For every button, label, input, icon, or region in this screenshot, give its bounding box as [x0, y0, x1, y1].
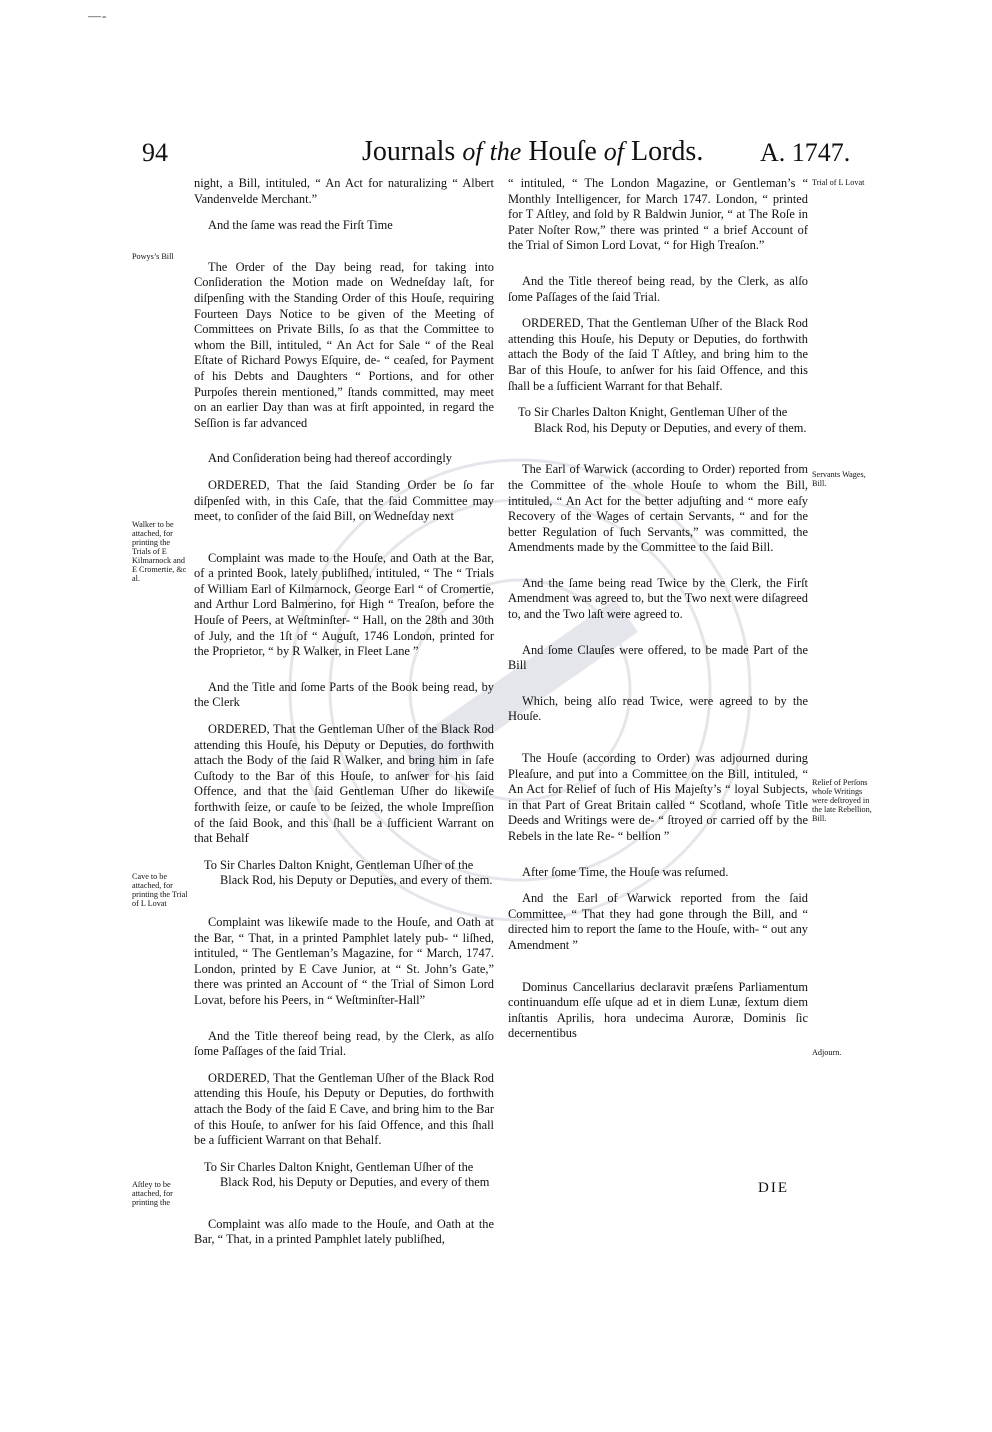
paragraph: ORDERED, That the ſaid Standing Order be ſo far diſpenſed with, in this Caſe, that the ſaid Committee may meet, to conſider of the ſaid Bill, on Wedneſday next: [194, 477, 494, 524]
running-head-of-2: of: [603, 137, 624, 166]
margin-note: Relief of Perſons whoſe Writings were deſtroyed in the late Rebellion, Bill.: [812, 778, 872, 823]
paragraph: And the ſame was read the Firſt Time: [208, 218, 393, 233]
left-column: [194, 176, 494, 1259]
address-paragraph: To Sir Charles Dalton Knight, Gentleman Uſher of the Black Rod, his Deputy or Deputies, and every of them.: [204, 857, 493, 888]
margin-note: Servants Wages, Bill.: [812, 470, 866, 488]
running-head-the: the: [489, 137, 522, 166]
paragraph: And the Title thereof being read, by the Clerk, as alſo ſome Paſſages of the ſaid Trial.: [508, 273, 808, 304]
margin-note: Aſtley to be attached, for printing the: [132, 1180, 173, 1207]
catchword: DIE: [758, 1180, 789, 1196]
running-head-journals: Journals: [362, 136, 456, 167]
scan-mark: —-: [88, 8, 108, 23]
running-head-house: Houſe: [528, 136, 597, 167]
running-head-lords: Lords.: [631, 136, 704, 167]
paragraph: The Order of the Day being read, for taking into Conſideration the Motion made on Wedneſday laſt, for diſpenſing with the Standing Order of this Houſe, requiring Fourteen Days Notice to be given of the Meeting of Committees on Private Bills, ſo as that the Committee to whom the Bill, intituled, “ An Act for Sale “ of the Real Eſtate of Richard Powys Eſquire, de- “ ceaſed, for Payment of his Debts and Daughters “ Portions, and for other Purpoſes therein mentioned,” ſtands committed, may meet on an earlier Day than was at firſt appointed, in regard the Seſſion is far advanced: [194, 259, 494, 430]
address-paragraph: To Sir Charles Dalton Knight, Gentleman Uſher of the Black Rod, his Deputy or Deputies, and every of them.: [518, 405, 807, 435]
paragraph: After ſome Time, the Houſe was reſumed.: [522, 864, 729, 879]
paragraph: night, a Bill, intituled, “ An Act for naturalizing “ Albert Vandenvelde Merchant.”: [194, 176, 494, 206]
paragraph: The Earl of Warwick (according to Order) reported from the Committee of the whole Houſe to whom the Bill, intituled, “ An Act for the better adjuſting and “ more eaſy Recovery of the Wages of certain Servants, “ and for the better Regulation of ſuch Servants,” was committed, the Amendments made by the Committee to the ſaid Bill.: [508, 462, 808, 555]
paragraph: And the ſame being read Twice by the Clerk, the Firſt Amendment was agreed to, but the Two next were diſagreed to, and the Two laſt were agreed to.: [508, 575, 808, 622]
margin-note: Adjourn.: [812, 1048, 842, 1057]
running-head-of: of: [462, 137, 483, 166]
margin-note: Trial of L Lovat: [812, 178, 865, 187]
paragraph: Complaint was likewiſe made to the Houſe, and Oath at the Bar, “ That, in a printed Pamphlet lately pub- “ liſhed, intituled, “ The Gentleman’s Magazine, for “ March, 1747. London, printed by E Cave Junior, at “ St. John’s Gate,” there was printed an Account of “ the Trial of Simon Lord Lovat, before his Peers, in “ Weſtminſter-Hall”: [194, 914, 494, 1007]
paragraph: ORDERED, That the Gentleman Uſher of the Black Rod attending this Houſe, his Deputy or Deputies, do forthwith attach the Body of the ſaid R Walker, and bring him in ſafe Cuſtody to the Bar of this Houſe, to anſwer for his ſaid Offence, and that the ſaid Gentleman Uſher do likewiſe forthwith ſeize, or cauſe to be ſeized, the whole Impreſſion of the ſaid Book, and this ſhall be a ſufficient Warrant on that Behalf: [194, 722, 494, 846]
paragraph: Dominus Cancellarius declaravit præſens Parliamentum continuandum eſſe uſque ad et in diem Lunæ, ſextum diem inſtantis Aprilis, hora undecima Auroræ, Dominis ſic decernentibus: [508, 979, 808, 1041]
paragraph: And the Title and ſome Parts of the Book being read, by the Clerk: [194, 679, 494, 710]
paragraph: And ſome Clauſes were offered, to be made Part of the Bill: [508, 642, 808, 673]
paragraph: ORDERED, That the Gentleman Uſher of the Black Rod attending this Houſe, his Deputy or Deputies, do forthwith attach the Body of the ſaid T Aſtley, and bring him to the Bar of this Houſe, to anſwer for his ſaid Offence, and this ſhall be a ſufficient Warrant for that Behalf.: [508, 316, 808, 393]
paragraph: “ intituled, “ The London Magazine, or Gentleman’s “ Monthly Intelligencer, for March 1747. London, “ printed for T Aſtley, and ſold by R Baldwin Junior, “ at The Roſe in Pater Noſter Row,” there was printed “ a brief Account of the Trial of Simon Lord Lovat, “ for High Treaſon.”: [508, 176, 808, 253]
margin-note: Cave to be attached, for printing the Trial of L Lovat: [132, 872, 188, 908]
margin-note: Powys’s Bill: [132, 252, 174, 261]
paragraph: Complaint was made to the Houſe, and Oath at the Bar, of a printed Book, lately publiſhed, intituled, “ The “ Trials of William Earl of Kilmarnock, George Earl “ of Cromertie, and Arthur Lord Balmerino, for High “ Treaſon, before the Houſe of Peers, at Weſtminſter- “ Hall, on the 28th and 30th of July, and the 1ſt of “ Auguſt, 1746 London, printed for the Proprietor, “ by R Walker, in Fleet Lane ”: [194, 550, 494, 659]
page-number: 94: [142, 138, 168, 167]
address-paragraph: To Sir Charles Dalton Knight, Gentleman Uſher of the Black Rod, his Deputy or Deputies, and every of them: [204, 1159, 490, 1190]
paragraph: ORDERED, That the Gentleman Uſher of the Black Rod attending this Houſe, his Deputy or Deputies, do forthwith attach the Body of the ſaid E Cave, and bring him to the Bar of this Houſe, to anſwer for his ſaid Offence, and this ſhall be a ſufficient Warrant on that Behalf.: [194, 1070, 494, 1148]
right-column: [508, 176, 808, 1053]
year-heading: A. 1747.: [760, 138, 851, 167]
paragraph: And the Earl of Warwick reported from the ſaid Committee, “ That they had gone through the Bill, and “ directed him to report the ſame to the Houſe, with- “ out any Amendment ”: [508, 891, 808, 952]
paragraph: Which, being alſo read Twice, were agreed to by the Houſe.: [508, 693, 808, 724]
running-head: [362, 136, 703, 168]
margin-note: Walker to be attached, for printing the Trials of E Kilmarnock and E Cromertie, &c al.: [132, 520, 187, 583]
paragraph: And the Title thereof being read, by the Clerk, as alſo ſome Paſſages of the ſaid Trial.: [194, 1028, 494, 1059]
paragraph: The Houſe (according to Order) was adjourned during Pleaſure, and put into a Committee on the Bill, intituled, “ An Act for Relief of ſuch of His Majeſty’s “ loyal Subjects, in that Part of Great Britain called “ Scotland, whoſe Title Deeds and Writings were de- “ ſtroyed or carried off by the Rebels in the late Re- “ bellion ”: [508, 751, 808, 843]
paragraph: And Conſideration being had thereof accordingly: [208, 451, 452, 466]
paragraph: Complaint was alſo made to the Houſe, and Oath at the Bar, “ That, in a printed Pamphlet lately publiſhed,: [194, 1216, 494, 1247]
